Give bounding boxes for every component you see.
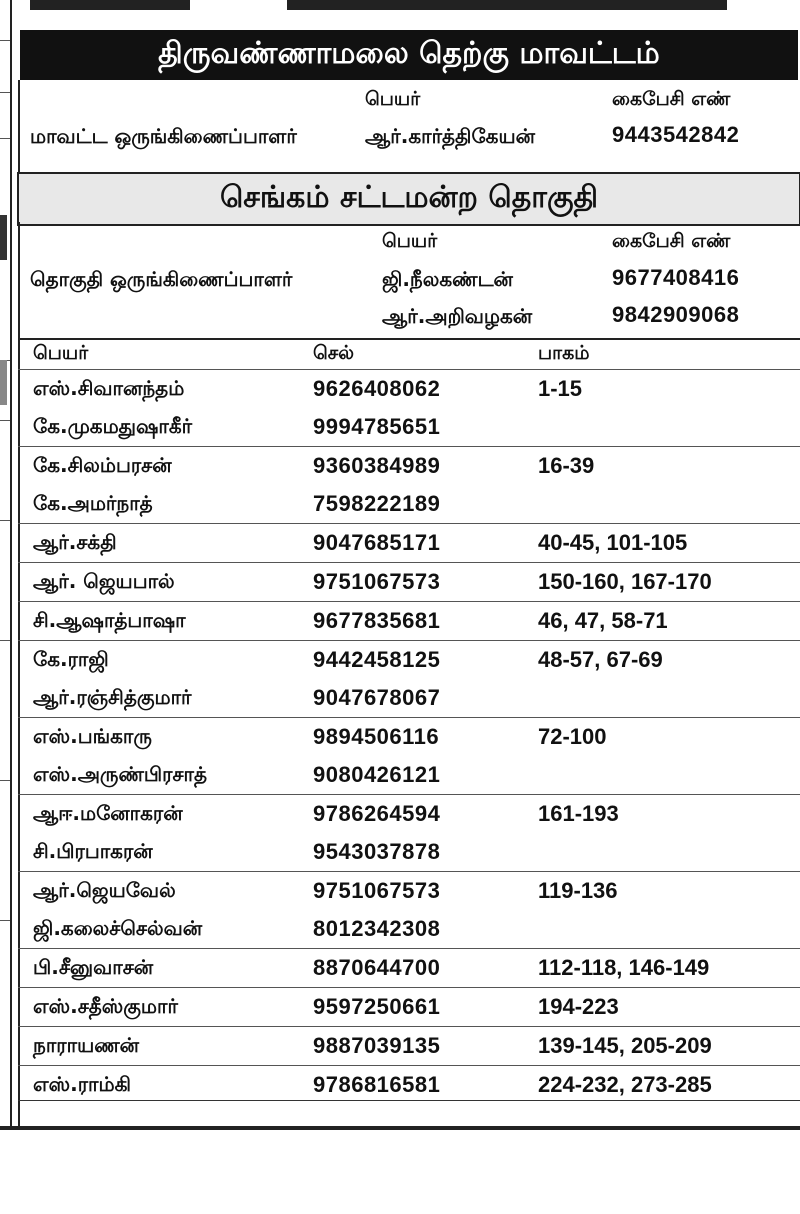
district-role: மாவட்ட ஒருங்கிணைப்பாளர் [30,124,297,148]
part-cell [538,408,800,447]
phone-cell: 9994785651 [313,414,441,439]
phone-cell: 9894506116 [313,718,538,757]
table-row [18,524,800,563]
table-row [18,563,800,602]
part-cell: 72-100 [538,718,800,757]
table-row [18,602,800,641]
section-border [18,80,20,172]
name-cell: கே.அமர்நாத் [33,490,153,515]
phone-cell: 9887039135 [313,1027,538,1066]
part-cell: 161-193 [538,795,800,834]
constituency-role: தொகுதி ஒருங்கிணைப்பாளர் [30,267,293,291]
left-margin-mark [0,360,7,405]
booth-coordinator-table [18,339,800,1104]
phone-cell: 9751067573 [313,563,538,602]
part-cell: 139-145, 205-209 [538,1027,800,1066]
part-cell [538,756,800,795]
phone-cell: 9677835681 [313,602,538,641]
name-cell: ஜி.கலைச்செல்வன் [33,915,203,940]
table-row [18,795,800,834]
clipped-previous-row [30,0,727,15]
table-row [18,447,800,486]
name-cell: எஸ்.சிவானந்தம் [18,370,313,409]
table-row [18,988,800,1027]
constituency-coordinator-phone: 9842909068 [612,302,740,327]
phone-cell: 8012342308 [313,916,441,941]
phone-cell: 9786264594 [313,795,538,834]
part-cell: 48-57, 67-69 [538,641,800,680]
name-cell: ஆர்.ரஞ்சித்குமார் [33,684,192,709]
constituency-title-banner [17,172,800,226]
phone-cell: 9047678067 [313,685,441,710]
phone-cell: 9080426121 [313,762,441,787]
constituency-title: செங்கம் சட்டமன்ற தொகுதி [219,179,599,215]
district-title: திருவண்ணாமலை தெற்கு மாவட்டம் [158,35,660,71]
phone-cell: 8870644700 [313,949,538,988]
name-cell: எஸ்.பங்காரு [18,718,313,757]
district-title-banner [20,30,798,80]
table-row [18,679,800,718]
phone-cell: 9360384989 [313,447,538,486]
part-cell [538,833,800,872]
left-margin-mark [0,215,7,260]
part-cell: 112-118, 146-149 [538,949,800,988]
column-header-part: பாகம் [538,341,590,364]
table-row [18,1066,800,1105]
phone-cell: 9786816581 [313,1066,538,1105]
table-row [18,370,800,409]
column-header-name: பெயர் [33,341,89,364]
name-cell: ஆர்.சக்தி [18,524,313,563]
part-cell [538,910,800,949]
part-cell: 1-15 [538,370,800,409]
constituency-coordinator-name: ஆர்.அறிவழகன் [382,304,533,328]
phone-cell: 7598222189 [313,491,441,516]
table-header-row [18,339,800,370]
part-cell: 224-232, 273-285 [538,1066,800,1105]
name-cell: கே.ராஜி [18,641,313,680]
phone-cell: 9543037878 [313,839,441,864]
name-cell: எஸ்.அருண்பிரசாத் [33,761,208,786]
phone-cell: 9442458125 [313,641,538,680]
phone-cell: 9626408062 [313,370,538,409]
part-cell: 46, 47, 58-71 [538,602,800,641]
district-coordinator-phone: 9443542842 [612,122,740,147]
table-row [18,756,800,795]
constituency-coordinator-name: ஜி.நீலகண்டன் [382,267,513,291]
name-cell: ஆர்.ஜெயவேல் [18,872,313,911]
name-cell: சி.ஆஷாத்பாஷா [18,602,313,641]
table-row [18,949,800,988]
table-row [18,833,800,872]
name-cell: எஸ்.சதீஸ்குமார் [18,988,313,1027]
table-row [18,1027,800,1066]
name-cell: கே.சிலம்பரசன் [18,447,313,486]
constituency-name-header: பெயர் [382,230,438,252]
name-cell: ஆஈ.மனோகரன் [18,795,313,834]
district-name-header: பெயர் [365,88,421,110]
name-cell: ஆர். ஜெயபால் [18,563,313,602]
phone-cell: 9751067573 [313,872,538,911]
part-cell: 150-160, 167-170 [538,563,800,602]
phone-cell: 9597250661 [313,988,538,1027]
part-cell: 119-136 [538,872,800,911]
district-phone-header: கைபேசி எண் [612,88,731,110]
table-row [18,872,800,911]
column-header-phone: செல் [313,341,355,364]
part-cell: 16-39 [538,447,800,486]
name-cell: சி.பிரபாகரன் [33,838,153,863]
constituency-phone-header: கைபேசி எண் [612,230,731,252]
table-row [18,485,800,524]
table-bottom-rule [18,1100,800,1101]
table-row [18,718,800,757]
table-row [18,408,800,447]
name-cell: கே.முகமதுஷாகீர் [33,413,193,438]
part-cell [538,485,800,524]
table-row [18,641,800,680]
name-cell: எஸ்.ராம்கி [18,1066,313,1105]
left-margin-rule [0,0,12,1130]
district-coordinator-name: ஆர்.கார்த்திகேயன் [365,124,535,148]
table-row [18,910,800,949]
name-cell: நாராயணன் [18,1027,313,1066]
name-cell: பி.சீனுவாசன் [18,949,313,988]
constituency-coordinator-phone: 9677408416 [612,265,740,290]
phone-cell: 9047685171 [313,524,538,563]
part-cell: 40-45, 101-105 [538,524,800,563]
page-bottom-rule [0,1126,800,1130]
part-cell [538,679,800,718]
part-cell: 194-223 [538,988,800,1027]
